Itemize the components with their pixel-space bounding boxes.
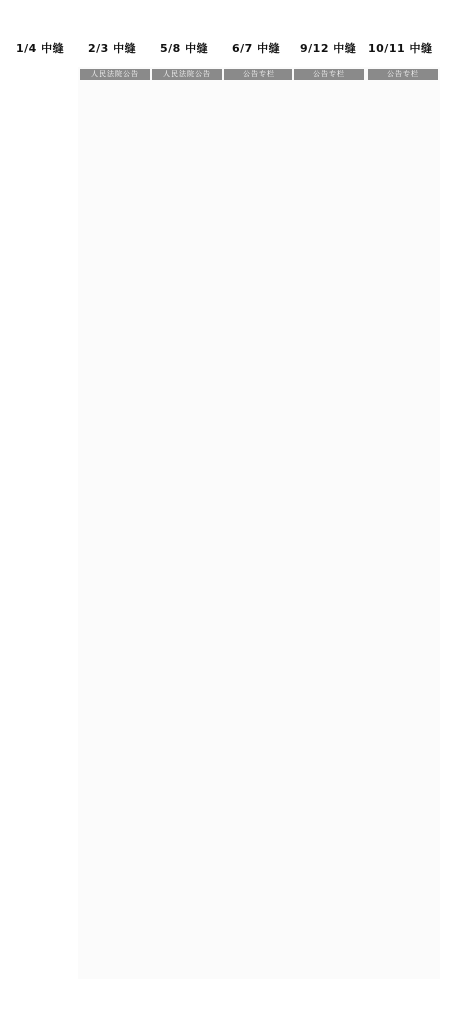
column-header-4: 6/7 中缝 xyxy=(232,42,281,55)
column-body-text xyxy=(152,83,222,976)
column-header-1: 1/4 中缝 xyxy=(16,42,65,55)
column-banner: 公告专栏 xyxy=(368,69,438,80)
column-header-3: 5/8 中缝 xyxy=(160,42,209,55)
column-banner: 人民法院公告 xyxy=(80,69,150,80)
notice-column-3 xyxy=(150,67,224,979)
column-body-text xyxy=(80,83,150,976)
column-body-text xyxy=(224,83,294,976)
column-banner: 人民法院公告 xyxy=(152,69,222,80)
column-body-text xyxy=(368,83,438,976)
notice-column-4 xyxy=(222,67,296,979)
notice-column-5 xyxy=(292,67,366,979)
column-banner: 公告专栏 xyxy=(294,69,364,80)
notice-column-6 xyxy=(366,67,440,979)
column-header-5: 9/12 中缝 xyxy=(300,42,357,55)
notice-column-1 xyxy=(78,67,152,979)
column-header-6: 10/11 中缝 xyxy=(368,42,433,55)
column-banner: 公告专栏 xyxy=(224,69,294,80)
column-header-2: 2/3 中缝 xyxy=(88,42,137,55)
column-body-text xyxy=(294,83,364,976)
